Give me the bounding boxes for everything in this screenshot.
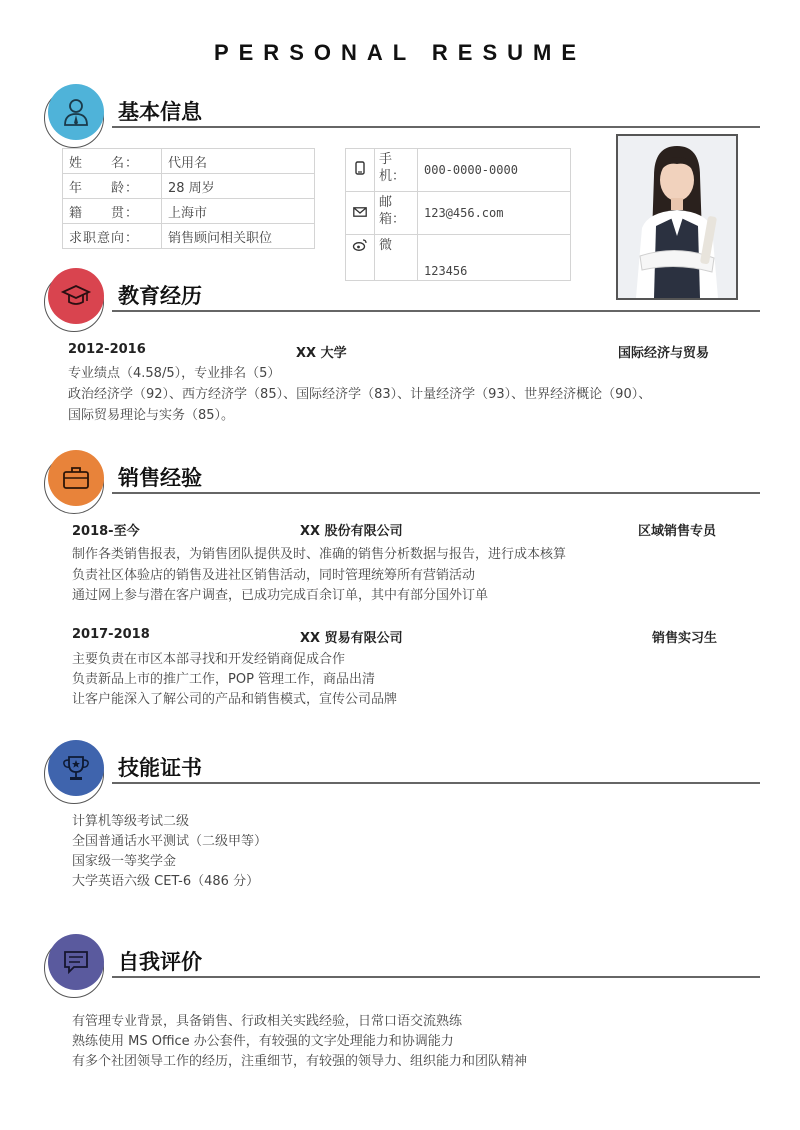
table-row (63, 199, 315, 224)
basic-info-table (62, 148, 315, 249)
self-evaluation-line: 有多个社团领导工作的经历，注重细节，有较强的领导力、组织能力和团队精神 (72, 1054, 528, 1069)
education-line: 国际贸易理论与实务（85）。 (68, 408, 235, 423)
phone-icon (355, 164, 365, 179)
section-header-education (40, 266, 760, 336)
job-position: 销售实习生 (652, 631, 718, 646)
self-evaluation-line: 熟练使用 MS Office 办公套件，有较强的文字处理能力和协调能力 (72, 1034, 454, 1049)
info-label: 籍 贯： (63, 199, 162, 224)
job-period: 2017-2018 (72, 627, 150, 642)
info-label: 求职意向： (63, 224, 162, 249)
info-value: 上海市 (162, 199, 315, 224)
info-label: 年 龄： (63, 174, 162, 199)
divider (112, 492, 760, 494)
table-row (63, 174, 315, 199)
job-duty: 让客户能深入了解公司的产品和销售模式，宣传公司品牌 (72, 692, 398, 707)
job-duty: 制作各类销售报表，为销售团队提供及时、准确的销售分析数据与报告，进行成本核算 (72, 547, 567, 562)
skill-item: 国家级一等奖学金 (72, 854, 177, 869)
education-period: 2012-2016 (68, 342, 146, 357)
section-title: 自我评价 (118, 950, 202, 974)
contact-label: 手机： (375, 149, 418, 192)
job-position: 区域销售专员 (638, 524, 717, 539)
trophy-icon (48, 740, 104, 796)
table-row (346, 192, 571, 235)
education-major: 国际经济与贸易 (618, 346, 710, 361)
contact-label: 邮箱： (375, 192, 418, 235)
job-duty: 通过网上参与潜在客户调查，已成功完成百余订单，其中有部分国外订单 (72, 588, 489, 603)
contact-table-wrap (345, 148, 580, 278)
job-company: XX 贸易有限公司 (300, 631, 403, 646)
job-period: 2018-至今 (72, 524, 140, 539)
info-label: 姓 名： (63, 149, 162, 174)
contact-value: 123456 (418, 235, 571, 281)
divider (112, 782, 760, 784)
graduation-cap-icon (48, 268, 104, 324)
section-title: 教育经历 (118, 284, 202, 308)
table-row (346, 149, 571, 192)
section-header-skills (40, 738, 760, 808)
table-row (63, 224, 315, 249)
contact-value: 123@456.com (418, 192, 571, 235)
chat-icon (48, 934, 104, 990)
info-value: 28 周岁 (162, 174, 315, 199)
section-title: 技能证书 (118, 756, 202, 780)
weibo-icon (353, 240, 367, 255)
section-title: 销售经验 (118, 466, 202, 490)
job-duty: 负责社区体验店的销售及进社区销售活动，同时管理统筹所有营销活动 (72, 568, 476, 583)
job-duty: 主要负责在市区本部寻找和开发经销商促成合作 (72, 652, 346, 667)
skill-item: 计算机等级考试二级 (72, 814, 190, 829)
divider (112, 976, 760, 978)
skill-item: 大学英语六级 CET-6（486 分） (72, 874, 260, 889)
divider (112, 310, 760, 312)
briefcase-icon (48, 450, 104, 506)
section-header-sales (40, 448, 760, 518)
info-value: 销售顾问相关职位 (162, 224, 315, 249)
section-header-self-evaluation (40, 932, 760, 1002)
contact-label: 微 (375, 235, 418, 281)
info-value: 代用名 (162, 149, 315, 174)
user-icon (48, 84, 104, 140)
table-row (63, 149, 315, 174)
page-title: PERSONAL RESUME (213, 40, 587, 65)
job-duty: 负责新品上市的推广工作，POP 管理工作，商品出清 (72, 672, 376, 687)
section-title: 基本信息 (118, 100, 202, 124)
education-line: 专业绩点（4.58/5），专业排名（5） (68, 366, 281, 381)
education-line: 政治经济学（92）、西方经济学（85）、国际经济学（83）、计量经济学（93）、世界经济概论（90）、 (68, 387, 652, 402)
education-school: XX 大学 (296, 346, 347, 361)
contact-table (345, 148, 571, 281)
mail-icon (353, 206, 367, 221)
job-company: XX 股份有限公司 (300, 524, 403, 539)
self-evaluation-line: 有管理专业背景，具备销售、行政相关实践经验，日常口语交流熟练 (72, 1014, 463, 1029)
skill-item: 全国普通话水平测试（二级甲等） (72, 834, 268, 849)
divider (112, 126, 760, 128)
contact-value: 000-0000-0000 (418, 149, 571, 192)
